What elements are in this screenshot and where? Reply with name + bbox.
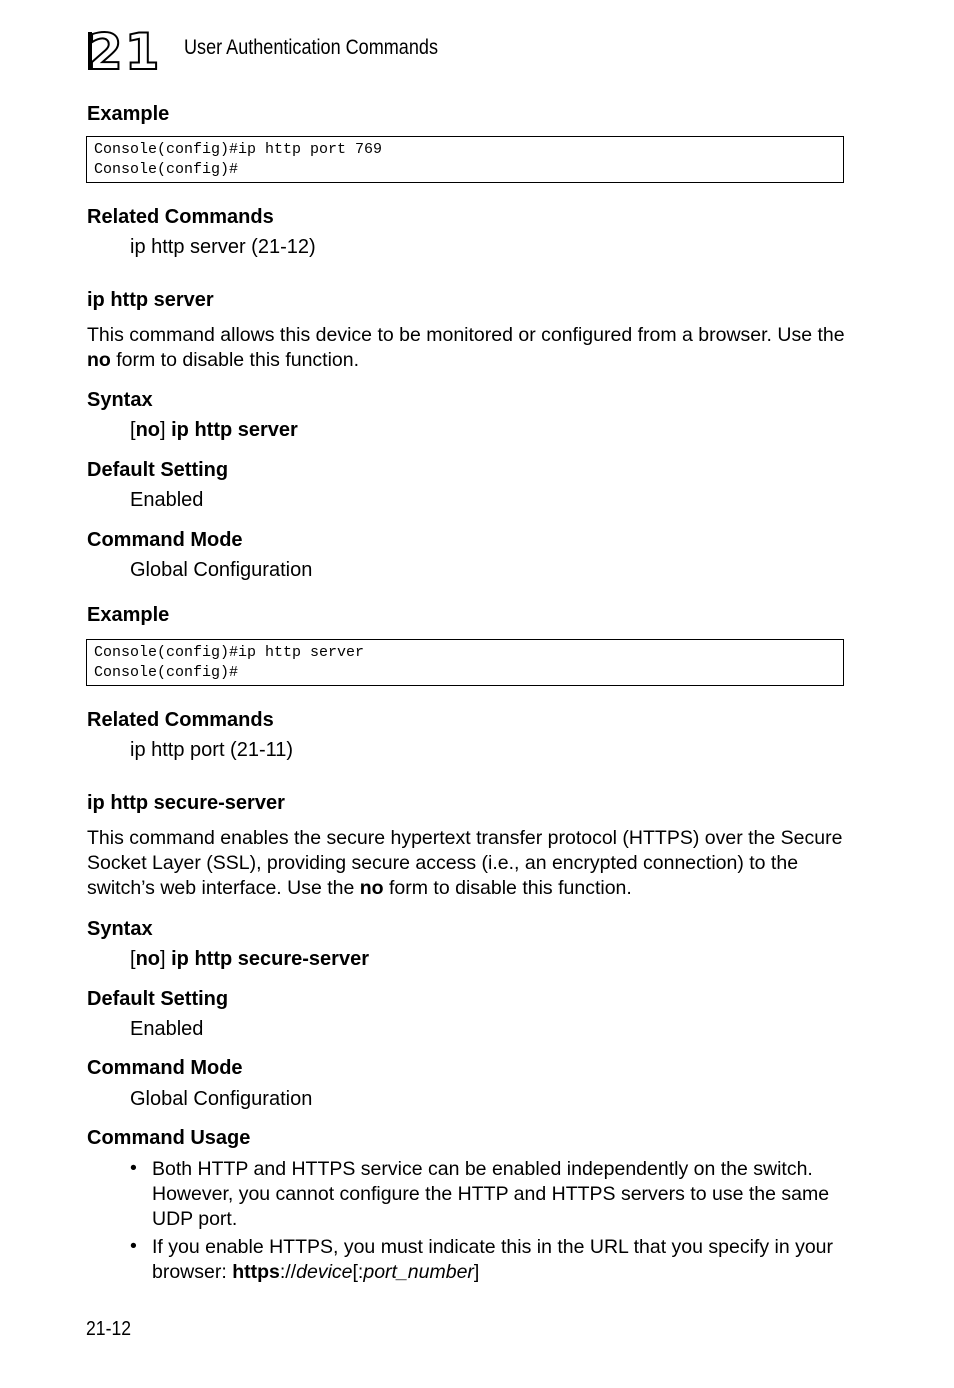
syntax-heading-3: Syntax (87, 918, 153, 940)
bullet-text: If you enable HTTPS, you must indicate this in the URL that you specify in your browser: (152, 1236, 834, 1283)
command-mode-heading-2: Command Mode (87, 529, 243, 551)
code-example-1 (86, 136, 844, 183)
example-heading-2: Example (87, 604, 170, 626)
command-title-ip-http-secure-server: ip http secure-server (87, 792, 285, 814)
description-keyword: no (87, 349, 111, 371)
code-line: Console(config)#ip http port 769 (94, 141, 383, 158)
default-setting-value-2: Enabled (130, 489, 204, 511)
bullet-marker: • (130, 1235, 137, 1257)
syntax-bracket: [ (130, 419, 136, 441)
syntax-bracket: ] (160, 948, 172, 970)
bullet-marker: • (130, 1157, 137, 1179)
command-mode-value-3: Global Configuration (130, 1088, 313, 1110)
related-command-link-1[interactable]: ip http server (21-12) (130, 236, 316, 258)
url-bracket: [: (352, 1261, 364, 1283)
code-line: Console(config)# (94, 663, 239, 681)
syntax-bracket: ] (160, 419, 172, 441)
usage-bullet-2 (152, 1235, 852, 1285)
usage-bullet-1: Both HTTP and HTTPS service can be enabled independently on the switch. However, you cannot configure the HTTP and HTTPS servers to use the same UDP port. (152, 1158, 830, 1230)
url-device-param: device (296, 1261, 353, 1283)
url-port-param: port_number (363, 1261, 474, 1283)
syntax-no-keyword: no (135, 419, 160, 441)
running-title: User Authentication Commands (184, 36, 438, 59)
page-number: 21-12 (86, 1318, 132, 1340)
syntax-command: ip http server (171, 419, 298, 441)
default-setting-value-3: Enabled (130, 1018, 204, 1040)
description-text: form to disable this function. (383, 877, 632, 899)
command-mode-value-2: Global Configuration (130, 559, 313, 581)
default-setting-heading-2: Default Setting (87, 459, 229, 481)
url-scheme: https (232, 1261, 280, 1283)
chapter-number: 21 (88, 23, 162, 81)
description-text: form to disable this function. (110, 349, 360, 371)
command-mode-heading-3: Command Mode (87, 1057, 243, 1079)
url-separator: :// (279, 1261, 297, 1283)
command-description-ip-http-secure-server (87, 826, 857, 901)
syntax-no-keyword: no (135, 948, 160, 970)
syntax-heading-2: Syntax (87, 389, 153, 411)
url-bracket: ] (473, 1261, 480, 1283)
description-text: This command allows this device to be monitored or configured from a browser. Use the (87, 324, 845, 346)
command-title-ip-http-server: ip http server (87, 289, 214, 311)
syntax-bracket: [ (130, 948, 136, 970)
related-commands-heading-1: Related Commands (87, 206, 274, 228)
command-description-ip-http-server (87, 323, 857, 373)
syntax-line-2 (130, 419, 298, 442)
related-commands-heading-2: Related Commands (87, 709, 274, 731)
syntax-line-3 (130, 948, 369, 971)
example-heading-1: Example (87, 103, 170, 125)
code-line: Console(config)#ip http server (94, 644, 365, 661)
default-setting-heading-3: Default Setting (87, 988, 229, 1010)
syntax-command: ip http secure-server (171, 948, 369, 970)
command-usage-heading: Command Usage (87, 1127, 251, 1149)
description-text: This command enables the secure hypertext transfer protocol (HTTPS) over the Secure Socket Layer (SSL), providing secure access (i.e., an encrypted connection) to the switch’s web interface. Use the (87, 827, 843, 899)
code-line: Console(config)# (94, 160, 239, 178)
description-keyword: no (359, 877, 384, 899)
related-command-link-2[interactable]: ip http port (21-11) (130, 739, 294, 761)
code-example-2 (86, 639, 844, 686)
